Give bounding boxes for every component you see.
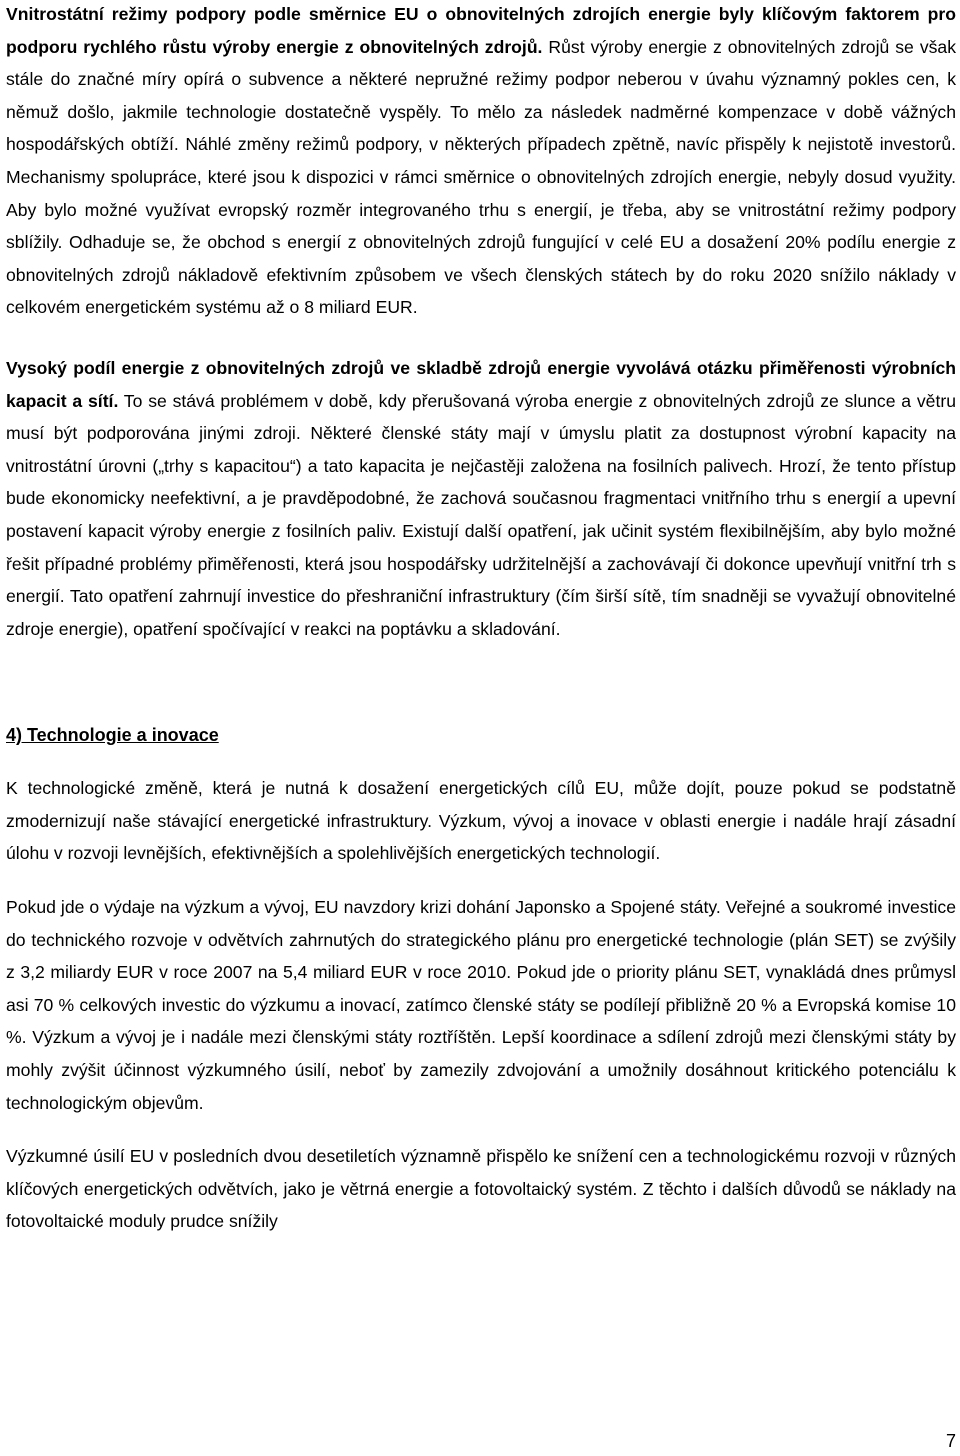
paragraph-research-spending: Pokud jde o výdaje na výzkum a vývoj, EU navzdory krizi dohání Japonsko a Spojené státy. Veřejné a soukromé investice do technického rozvoje v odvětvích zahrnutých do strategického plánu pro energetické technologie (plán SET) se zvýšily z 3,2 miliardy EUR v roce 2007 na 5,4 miliard EUR v roce 2010. Pokud jde o priority plánu SET, vynakládá dnes průmysl asi 70 % celkových investic do výzkumu a inovací, zatímco členské státy se podílejí přibližně 20 % a Evropská komise 10 %. Výzkum a vývoj je i nadále mezi členskými státy roztříštěn. Lepší koordinace a sdílení zdrojů mezi členskými státy by mohly zvýšit účinnost výzkumného úsilí, neboť by zamezily zdvojování a umožnily dosáhnout kritického potenciálu k technologickým objevům.	[6, 897, 956, 1113]
paragraph-research-effort: Výzkumné úsilí EU v posledních dvou desetiletích významně přispělo ke snížení cen a technologickému rozvoji v různých klíčových energetických odvětvích, jako je větrná energie a fotovoltaický systém. Z těchto i dalších důvodů se náklady na fotovoltaické moduly prudce snížily	[6, 1146, 956, 1232]
paragraph-body-text: Růst výroby energie z obnovitelných zdrojů se však stále do značné míry opírá o subvence a některé nepružné režimy podpor neberou v úvahu významný pokles cen, k němuž došlo, jakmile technologie dostatečně vyspěly. To mělo za následek nadměrné kompenzace v době vážných hospodářských obtíží. Náhlé změny režimů podpory, v některých případech zpětně, navíc přispěly k nejistotě investorů. Mechanismy spolupráce, které jsou k dispozici v rámci směrnice o obnovitelných zdrojích energie, nebyly dosud využity. Aby bylo možné využívat evropský rozměr integrovaného trhu s energií, je třeba, aby se vnitrostátní režimy podpory sblížily. Odhaduje se, že obchod s energií z obnovitelných zdrojů fungující v celé EU a dosažení 20% podílu energie z obnovitelných zdrojů nákladově efektivním způsobem ve všech členských státech by do roku 2020 snížilo náklady v celkovém energetickém systému až o 8 miliard EUR.	[6, 36, 956, 318]
paragraph-lead-bold: Vnitrostátní režimy podpory podle směrnice EU o obnovitelných zdrojích energie byly klíčovým faktorem pro podporu rychlého růstu výroby energie z obnovitelných zdrojů.	[6, 4, 956, 57]
document-page	[6, 0, 956, 1238]
paragraph-lead-bold: Vysoký podíl energie z obnovitelných zdrojů ve skladbě zdrojů energie vyvolává otázku přiměřenosti výrobních kapacit a sítí.	[6, 357, 956, 411]
page-number: 7	[945, 1431, 956, 1451]
paragraph-body-text: To se stává problémem v době, kdy přerušovaná výroba energie z obnovitelných zdrojů ze slunce a větru musí být podporována jinými zdroji. Některé členské státy mají v úmyslu platit za dostupnost výrobní kapacity na vnitrostátní úrovni („trhy s kapacitou“) a tato kapacita je nejčastěji založena na fosilních palivech. Hrozí, že tento přístup bude ekonomicky neefektivní, a je pravděpodobné, že zachová současnou fragmentaci vnitřního trhu s energií a upevní postavení kapacit výroby energie z fosilních paliv. Existují další opatření, jak učinit systém flexibilnějším, aby bylo možné řešit případné problémy přiměřenosti, která jsou hospodářsky udržitelnější a zachovávají či dokonce upevňují vnitřní trh s energií. Tato opatření zahrnují investice do přeshraniční infrastruktury (čím širší sítě, tím snadněji se vyvažují obnovitelné zdroje energie), opatření spočívající v reakci na poptávku a skladování.	[6, 390, 956, 639]
section-heading-text: 4) Technologie a inovace	[6, 725, 219, 746]
paragraph-technology-change: K technologické změně, která je nutná k dosažení energetických cílů EU, může dojít, pouze pokud se podstatně zmodernizují naše stávající energetické infrastruktury. Výzkum, vývoj a inovace v oblasti energie i nadále hrají zásadní úlohu v rozvoji levnějších, efektivnějších a spolehlivějších energetických technologií.	[6, 778, 956, 864]
paragraph-renewable-support	[6, 0, 956, 324]
section-heading	[6, 719, 956, 751]
paragraph-capacity-adequacy	[6, 352, 956, 645]
